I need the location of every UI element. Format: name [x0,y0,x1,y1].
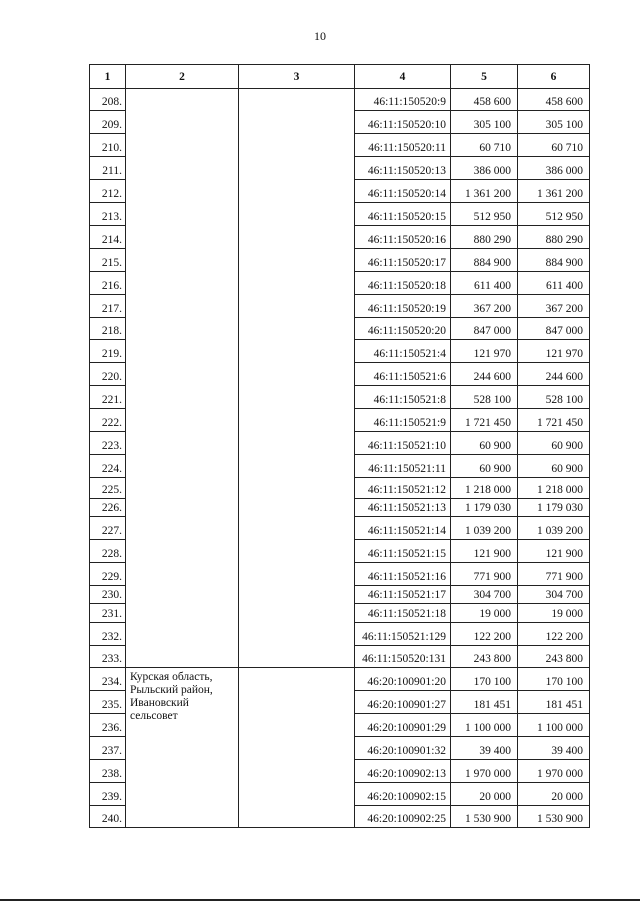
value-col-6 [518,737,590,760]
cadastral-number-text: 46:11:150520:9 [373,96,446,108]
cadastral-number-text: 46:11:150521:16 [367,571,446,583]
value-col-5 [451,203,518,226]
value-col-6-text: 60 710 [551,142,583,154]
value-col-5-text: 121 900 [473,548,511,560]
cadastral-number-text: 46:11:150520:16 [367,234,446,246]
row-number-text: 234. [101,676,122,688]
cadastral-number [355,478,451,499]
row-number-text: 223. [101,440,122,452]
value-col-5-text: 1 530 900 [465,813,511,825]
value-col-6 [518,432,590,455]
value-col-5 [451,272,518,295]
row-number [90,714,126,737]
cadastral-number [355,806,451,828]
value-col-5 [451,691,518,714]
cadastral-number-text: 46:11:150520:19 [367,303,446,315]
value-col-5 [451,563,518,586]
value-col-6 [518,604,590,623]
cadastral-number-text: 46:20:100901:27 [367,699,446,711]
header-col-6: 6 [518,65,590,89]
region-cell [126,668,239,828]
value-col-5 [451,478,518,499]
cadastral-number-text: 46:11:150521:11 [368,463,446,475]
row-number [90,806,126,828]
cadastral-number [355,180,451,203]
value-col-5 [451,623,518,646]
row-number [90,691,126,714]
cadastral-number-text: 46:11:150520:131 [362,653,446,665]
value-col-6 [518,180,590,203]
table-body [90,89,590,828]
row-number [90,760,126,783]
row-number [90,517,126,540]
row-number [90,157,126,180]
cadastral-number-text: 46:11:150520:17 [367,257,446,269]
value-col-6-text: 181 451 [545,699,583,711]
row-number [90,737,126,760]
value-col-5-text: 528 100 [473,394,511,406]
row-number-text: 237. [101,745,122,757]
region-text-line: Рыльский район, [130,684,213,696]
row-number-text: 218. [101,325,122,337]
value-col-5-text: 1 039 200 [465,525,511,537]
row-number [90,203,126,226]
value-col-6-text: 1 100 000 [537,722,583,734]
row-number [90,340,126,363]
value-col-5 [451,604,518,623]
cadastral-number-text: 46:11:150521:10 [367,440,446,452]
value-col-6 [518,540,590,563]
value-col-6 [518,409,590,432]
value-col-5-text: 367 200 [473,303,511,315]
cadastral-number-text: 46:11:150521:15 [367,548,446,560]
value-col-5-text: 60 710 [479,142,511,154]
row-number-text: 214. [101,234,122,246]
row-number-text: 231. [101,608,122,620]
value-col-6-text: 170 100 [545,676,583,688]
row-number [90,432,126,455]
value-col-6 [518,363,590,386]
cadastral-number [355,586,451,604]
row-number [90,563,126,586]
value-col-6-text: 528 100 [545,394,583,406]
cadastral-number-text: 46:20:100902:13 [367,768,446,780]
row-number [90,586,126,604]
value-col-5 [451,226,518,249]
value-col-6 [518,806,590,828]
row-number [90,89,126,111]
value-col-5 [451,363,518,386]
row-number-text: 240. [101,813,122,825]
value-col-5-text: 181 451 [473,699,511,711]
row-number-text: 216. [101,280,122,292]
value-col-5-text: 1 100 000 [465,722,511,734]
cadastral-table [89,64,590,828]
cadastral-number [355,295,451,318]
cadastral-number [355,226,451,249]
cadastral-number [355,517,451,540]
value-col-5 [451,714,518,737]
cadastral-number-text: 46:11:150520:11 [368,142,446,154]
cadastral-number-text: 46:20:100902:15 [367,791,446,803]
value-col-6-text: 847 000 [545,325,583,337]
value-col-6-text: 243 800 [545,653,583,665]
cadastral-number-text: 46:11:150521:8 [373,394,446,406]
cadastral-number [355,249,451,272]
value-col-5 [451,455,518,478]
value-col-5-text: 39 400 [479,745,511,757]
value-col-6-text: 512 950 [545,211,583,223]
row-number [90,540,126,563]
row-number-text: 215. [101,257,122,269]
value-col-5-text: 386 000 [473,165,511,177]
table-row [90,89,590,111]
value-col-5-text: 611 400 [474,280,511,292]
region-text [126,668,238,723]
row-number [90,409,126,432]
value-col-6-text: 880 290 [545,234,583,246]
value-col-6 [518,691,590,714]
description-cell-empty [239,668,355,828]
cadastral-number [355,714,451,737]
row-number [90,668,126,691]
value-col-5-text: 458 600 [473,96,511,108]
row-number-text: 229. [101,571,122,583]
cadastral-number-text: 46:20:100901:29 [367,722,446,734]
value-col-5 [451,249,518,272]
value-col-5-text: 771 900 [473,571,511,583]
table-row [90,668,590,691]
value-col-5-text: 19 000 [479,608,511,620]
header-col-5: 5 [451,65,518,89]
value-col-6-text: 611 400 [546,280,583,292]
value-col-5 [451,89,518,111]
value-col-5-text: 1 218 000 [465,484,511,496]
value-col-6-text: 60 900 [551,440,583,452]
row-number [90,623,126,646]
value-col-5 [451,783,518,806]
row-number [90,478,126,499]
value-col-5 [451,586,518,604]
value-col-6 [518,226,590,249]
value-col-6-text: 386 000 [545,165,583,177]
value-col-5-text: 243 800 [473,653,511,665]
value-col-6 [518,111,590,134]
value-col-6 [518,272,590,295]
value-col-6 [518,478,590,499]
value-col-6-text: 1 530 900 [537,813,583,825]
value-col-5 [451,668,518,691]
cadastral-number [355,540,451,563]
value-col-6-text: 60 900 [551,463,583,475]
cadastral-number-text: 46:11:150521:12 [367,484,446,496]
row-number-text: 238. [101,768,122,780]
cadastral-number [355,363,451,386]
cadastral-number-text: 46:11:150521:9 [373,417,446,429]
value-col-5 [451,295,518,318]
row-number-text: 232. [101,631,122,643]
value-col-6 [518,623,590,646]
value-col-5-text: 880 290 [473,234,511,246]
value-col-5-text: 512 950 [473,211,511,223]
row-number [90,604,126,623]
value-col-5-text: 121 970 [473,348,511,360]
value-col-6 [518,586,590,604]
header-col-4: 4 [355,65,451,89]
row-number [90,111,126,134]
value-col-5-text: 170 100 [473,676,511,688]
region-text-line: Курская область, [130,671,213,683]
row-number-text: 227. [101,525,122,537]
cadastral-number-text: 46:20:100902:25 [367,813,446,825]
cadastral-number [355,563,451,586]
header-col-1: 1 [90,65,126,89]
value-col-5 [451,111,518,134]
value-col-6-text: 20 000 [551,791,583,803]
row-number [90,180,126,203]
header-col-2: 2 [126,65,239,89]
row-number [90,499,126,517]
cadastral-number [355,604,451,623]
page-number: 10 [314,29,326,43]
cadastral-number [355,646,451,668]
cadastral-number-text: 46:20:100901:32 [367,745,446,757]
cadastral-number [355,318,451,340]
value-col-5 [451,409,518,432]
row-number-text: 212. [101,188,122,200]
value-col-5-text: 305 100 [473,119,511,131]
cadastral-number [355,760,451,783]
row-number-text: 228. [101,548,122,560]
value-col-6-text: 1 218 000 [537,484,583,496]
value-col-5-text: 304 700 [473,589,511,601]
value-col-6-text: 304 700 [545,589,583,601]
value-col-5 [451,806,518,828]
cadastral-number [355,691,451,714]
row-number-text: 235. [101,699,122,711]
cadastral-number-text: 46:11:150521:6 [373,371,446,383]
value-col-6 [518,517,590,540]
row-number-text: 236. [101,722,122,734]
value-col-5 [451,340,518,363]
value-col-5-text: 60 900 [479,440,511,452]
page-bottom-border [0,899,640,901]
value-col-5-text: 1 179 030 [465,502,511,514]
value-col-6 [518,295,590,318]
value-col-6 [518,499,590,517]
row-number [90,646,126,668]
value-col-6 [518,340,590,363]
row-number [90,134,126,157]
value-col-6-text: 244 600 [545,371,583,383]
value-col-5-text: 60 900 [479,463,511,475]
value-col-5-text: 1 721 450 [465,417,511,429]
row-number-text: 225. [101,484,122,496]
row-number [90,363,126,386]
value-col-6 [518,714,590,737]
row-number-text: 211. [102,165,122,177]
row-number [90,318,126,340]
value-col-5-text: 20 000 [479,791,511,803]
row-number-text: 230. [101,589,122,601]
cadastral-number [355,386,451,409]
row-number-text: 239. [101,791,122,803]
cadastral-number-text: 46:11:150520:10 [367,119,446,131]
value-col-5-text: 847 000 [473,325,511,337]
value-col-6-text: 884 900 [545,257,583,269]
value-col-6-text: 1 039 200 [537,525,583,537]
value-col-6-text: 367 200 [545,303,583,315]
value-col-5-text: 244 600 [473,371,511,383]
row-number [90,386,126,409]
value-col-5 [451,180,518,203]
value-col-5 [451,318,518,340]
cadastral-number [355,340,451,363]
cadastral-number-text: 46:11:150521:13 [367,502,446,514]
cadastral-number-text: 46:11:150521:129 [362,631,446,643]
cadastral-number [355,623,451,646]
row-number-text: 226. [101,502,122,514]
value-col-6-text: 1 721 450 [537,417,583,429]
value-col-5-text: 1 970 000 [465,768,511,780]
value-col-6-text: 1 361 200 [537,188,583,200]
value-col-6-text: 122 200 [545,631,583,643]
row-number [90,226,126,249]
value-col-6-text: 39 400 [551,745,583,757]
value-col-5 [451,386,518,409]
value-col-5 [451,760,518,783]
row-number [90,783,126,806]
value-col-6-text: 19 000 [551,608,583,620]
value-col-6 [518,455,590,478]
value-col-6 [518,646,590,668]
cadastral-number-text: 46:11:150521:18 [367,608,446,620]
region-cell-empty [126,89,239,668]
value-col-6 [518,563,590,586]
value-col-6 [518,760,590,783]
value-col-5 [451,540,518,563]
value-col-5 [451,737,518,760]
cadastral-number [355,89,451,111]
value-col-5 [451,646,518,668]
value-col-6 [518,386,590,409]
row-number-text: 210. [101,142,122,154]
row-number-text: 233. [101,653,122,665]
row-number-text: 213. [101,211,122,223]
row-number-text: 219. [101,348,122,360]
row-number [90,295,126,318]
value-col-6 [518,89,590,111]
value-col-6 [518,249,590,272]
value-col-5-text: 884 900 [473,257,511,269]
header-col-3: 3 [239,65,355,89]
cadastral-number-text: 46:11:150520:18 [367,280,446,292]
cadastral-number [355,455,451,478]
cadastral-number [355,668,451,691]
cadastral-number [355,134,451,157]
value-col-5 [451,157,518,180]
cadastral-number [355,783,451,806]
row-number [90,272,126,295]
row-number-text: 221. [101,394,122,406]
value-col-5 [451,517,518,540]
cadastral-number [355,272,451,295]
value-col-6-text: 458 600 [545,96,583,108]
cadastral-number-text: 46:11:150520:14 [367,188,446,200]
value-col-6 [518,668,590,691]
value-col-6-text: 1 179 030 [537,502,583,514]
row-number-text: 224. [101,463,122,475]
cadastral-number [355,737,451,760]
row-number-text: 217. [101,303,122,315]
value-col-6-text: 771 900 [545,571,583,583]
row-number-text: 208. [101,96,122,108]
cadastral-number-text: 46:11:150520:20 [367,325,446,337]
description-cell-empty [239,89,355,668]
cadastral-number [355,203,451,226]
row-number-text: 209. [101,119,122,131]
value-col-5 [451,499,518,517]
cadastral-number [355,499,451,517]
table-header-row [90,65,590,89]
value-col-6-text: 1 970 000 [537,768,583,780]
row-number [90,455,126,478]
cadastral-number-text: 46:11:150520:13 [367,165,446,177]
region-text-line: Ивановский [130,697,189,709]
cadastral-number [355,157,451,180]
cadastral-number-text: 46:11:150521:14 [367,525,446,537]
value-col-5 [451,432,518,455]
row-number [90,249,126,272]
cadastral-number [355,111,451,134]
cadastral-number [355,409,451,432]
value-col-5-text: 122 200 [473,631,511,643]
cadastral-number-text: 46:11:150521:17 [367,589,446,601]
cadastral-number-text: 46:11:150520:15 [367,211,446,223]
value-col-6 [518,157,590,180]
value-col-6 [518,134,590,157]
cadastral-number-text: 46:20:100901:20 [367,676,446,688]
value-col-6-text: 121 900 [545,548,583,560]
cadastral-number-text: 46:11:150521:4 [373,348,446,360]
region-text-line: сельсовет [130,710,178,722]
value-col-6 [518,783,590,806]
value-col-6 [518,318,590,340]
value-col-5-text: 1 361 200 [465,188,511,200]
value-col-6-text: 121 970 [545,348,583,360]
row-number-text: 222. [101,417,122,429]
cadastral-number [355,432,451,455]
value-col-5 [451,134,518,157]
value-col-6 [518,203,590,226]
row-number-text: 220. [101,371,122,383]
value-col-6-text: 305 100 [545,119,583,131]
